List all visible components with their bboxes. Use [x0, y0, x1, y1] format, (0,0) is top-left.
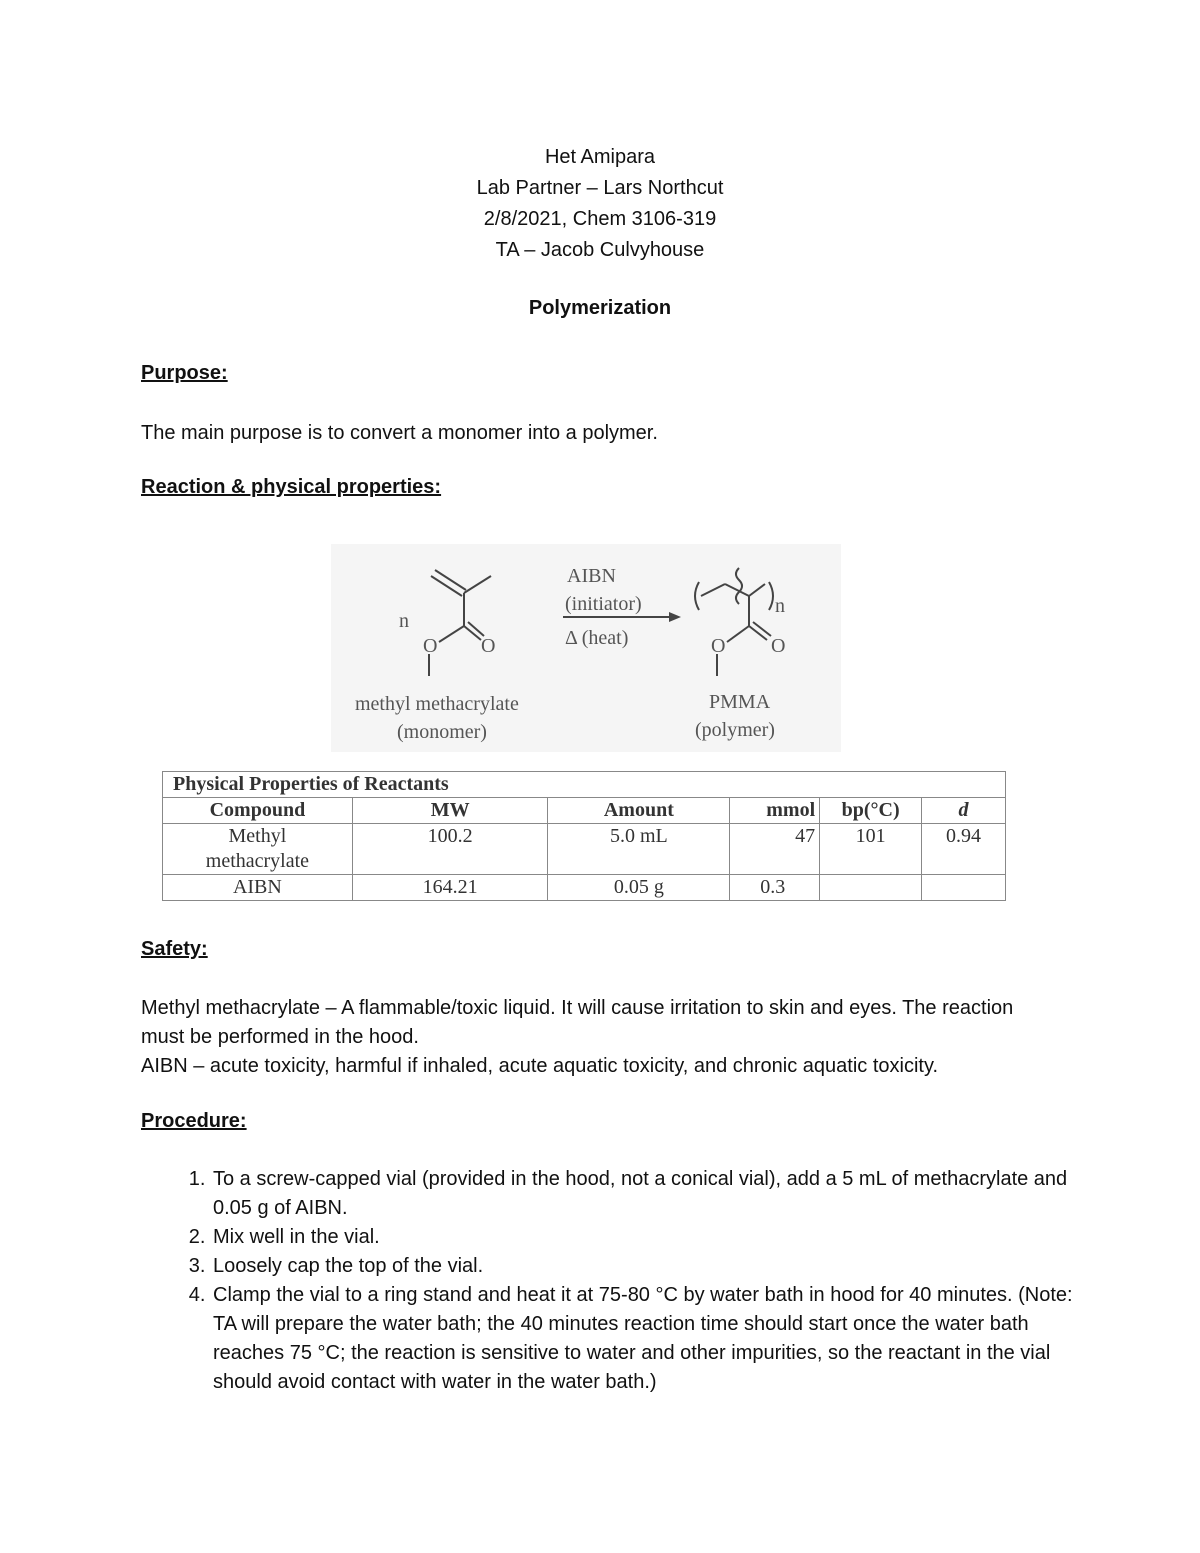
mmol-cell: 47	[730, 824, 820, 875]
mw-cell: 164.21	[352, 875, 548, 901]
safety-line-aibn: AIBN – acute toxicity, harmful if inhaled, acute aquatic toxicity, and chronic aquatic toxicity.	[141, 1055, 939, 1077]
scheme-product-role: (polymer)	[695, 719, 775, 741]
document-header	[0, 142, 1200, 266]
date-course: 2/8/2021, Chem 3106-319	[483, 208, 717, 230]
scheme-reactant-name: methyl methacrylate	[355, 693, 519, 715]
lab-partner: Lab Partner – Lars Northcut	[476, 177, 724, 199]
scheme-n-left: n	[399, 610, 409, 632]
scheme-condition: Δ (heat)	[565, 627, 629, 649]
document-title: Polymerization	[528, 297, 672, 319]
procedure-step: 4. Clamp the vial to a ring stand and heat it at 75-80 °C by water bath in hood for 40 minutes. (Note: TA will prepare the water bath; the 40 minutes reaction time should start once the water bath reaches 75 °C; the reaction is sensitive to water and other impurities, so the reactant in the vial should avoid contact with water in the water bath.)	[211, 1281, 1081, 1397]
amount-cell: 5.0 mL	[548, 824, 730, 875]
scheme-reactant-role: (monomer)	[397, 721, 487, 743]
arrow-head-icon	[669, 612, 681, 622]
scheme-o-right-1: O	[711, 635, 726, 657]
reaction-scheme	[331, 544, 841, 752]
reaction-heading: Reaction & physical properties:	[141, 476, 442, 498]
amount-cell: 0.05 g	[548, 875, 730, 901]
mmol-cell: 0.3	[730, 875, 820, 901]
density-cell: 0.94	[922, 824, 1006, 875]
compound-line: Methyl	[228, 825, 287, 847]
safety-heading: Safety:	[141, 938, 208, 960]
scheme-reagent-role: (initiator)	[565, 593, 642, 615]
bp-cell: 101	[820, 824, 922, 875]
column-header: Compound	[163, 798, 353, 824]
mw-cell: 100.2	[352, 824, 548, 875]
table-row	[163, 875, 1006, 901]
reaction-scheme-drawing	[331, 544, 841, 752]
procedure-step: 2. Mix well in the vial.	[211, 1223, 1081, 1252]
column-header: Amount	[548, 798, 730, 824]
scheme-reagent: AIBN	[567, 565, 616, 587]
scheme-o-right-2: O	[771, 635, 786, 657]
density-cell	[922, 875, 1006, 901]
column-header: bp(°C)	[820, 798, 922, 824]
column-header: MW	[352, 798, 548, 824]
safety-line-mma: Methyl methacrylate – A flammable/toxic liquid. It will cause irritation to skin and eyes. The reaction must be performed in the hood.	[141, 997, 1014, 1048]
scheme-product-name: PMMA	[709, 691, 771, 713]
scheme-o-left-1: O	[423, 635, 438, 657]
author-name: Het Amipara	[544, 146, 656, 168]
column-header: mmol	[730, 798, 820, 824]
purpose-heading: Purpose:	[141, 362, 228, 384]
bp-cell	[820, 875, 922, 901]
safety-text	[141, 994, 1041, 1081]
compound-cell	[163, 824, 353, 875]
compound-cell: AIBN	[163, 875, 353, 901]
procedure-step: 3. Loosely cap the top of the vial.	[211, 1252, 1081, 1281]
procedure-step: 1. To a screw-capped vial (provided in the hood, not a conical vial), add a 5 mL of methacrylate and 0.05 g of AIBN.	[211, 1165, 1081, 1223]
column-header: d	[922, 798, 1006, 824]
procedure-heading: Procedure:	[141, 1110, 247, 1132]
procedure-list	[171, 1165, 1081, 1397]
properties-table	[162, 771, 1006, 901]
table-row	[163, 824, 1006, 875]
ta-name: TA – Jacob Culvyhouse	[495, 239, 705, 261]
scheme-n-right: n	[775, 595, 785, 617]
compound-line: methacrylate	[205, 850, 310, 872]
table-caption: Physical Properties of Reactants	[163, 772, 1006, 798]
purpose-text: The main purpose is to convert a monomer into a polymer.	[141, 422, 658, 444]
scheme-o-left-2: O	[481, 635, 496, 657]
